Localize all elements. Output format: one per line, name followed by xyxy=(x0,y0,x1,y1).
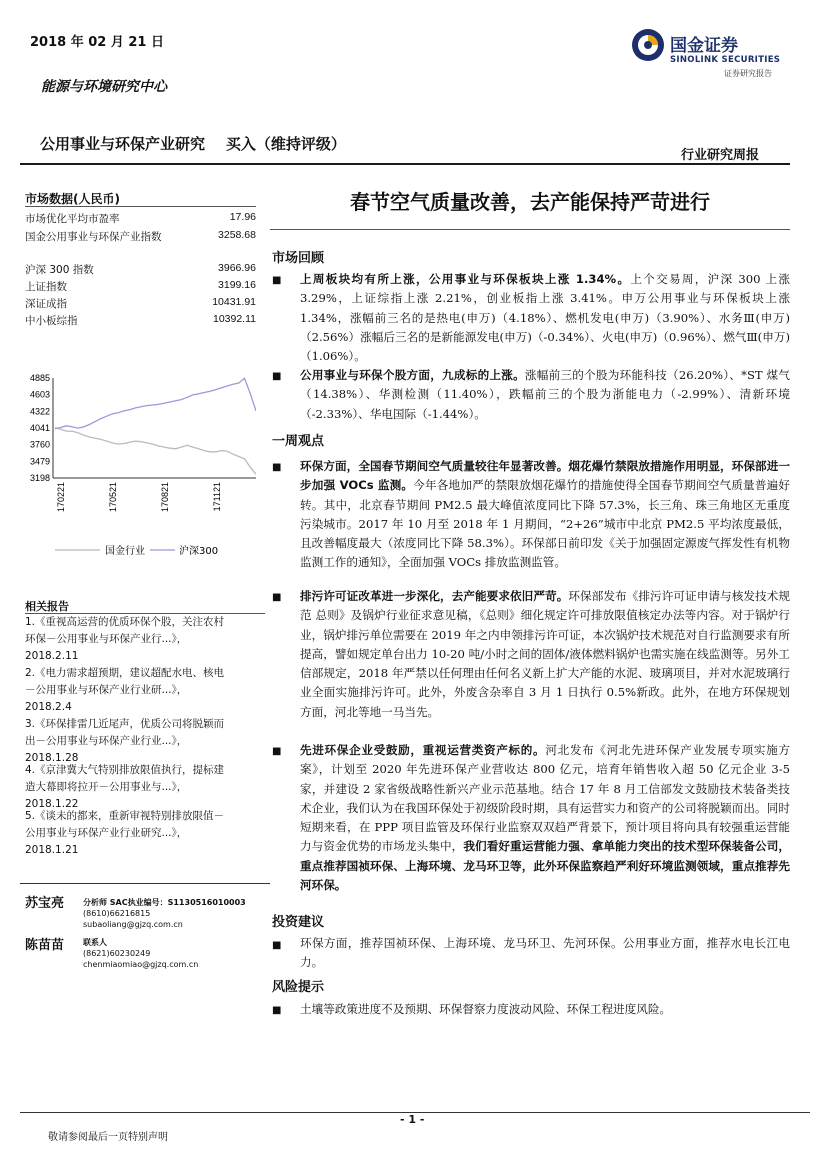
market-data-row: 深证成指 10431.91 xyxy=(25,296,256,310)
y-tick-label: 3479 xyxy=(29,456,50,467)
footer-disclaimer: 敬请参阅最后一页特别声明 xyxy=(48,1132,168,1143)
report-title: 春节空气质量改善，去产能保持严苛进行 xyxy=(350,190,710,214)
paragraph: 公用事业与环保个股方面，九成标的上涨。涨幅前三的个股为环能科技（26.20%）、*ST 煤气（14.38%）、华测检测（11.40%），跌幅前三的个股为浙能电力（-2.99%）、清新环境（-2.33%）、华电国际（-1.44%）。 xyxy=(300,368,790,421)
section-investment: 投资建议 xyxy=(272,915,325,930)
analyst-divider xyxy=(20,883,270,884)
logo-icon xyxy=(630,27,666,63)
series-line xyxy=(55,378,256,428)
related-report-item[interactable]: 3.《环保排雷几近尾声，优质公司将脱颖而 出－公用事业与环保产业行业...》， 2018.1.28 xyxy=(25,718,225,764)
related-report-item[interactable]: 5.《谈未的都来，重新审视特别排放限值－ 公用事业与环保产业行业研究...》， 2018.1.21 xyxy=(25,810,225,856)
bullet-icon: ■ xyxy=(272,940,282,951)
related-report-item[interactable]: 1.《重视高运营的优质环保个股，关注农村 环保－公用事业与环保产业行...》， 2018.2.11 xyxy=(25,616,225,662)
analyst-contact: 联系人 (8621)60230249 chenmiaomiao@gjzq.com.cn xyxy=(83,938,199,969)
x-tick-label: 170521 xyxy=(108,482,118,513)
related-report-item[interactable]: 2.《电力需求超预期，建议超配水电、核电 －公用事业与环保产业行业研...》， 2018.2.4 xyxy=(25,667,225,713)
x-tick-label: 170221 xyxy=(56,482,66,513)
market-data-title: 市场数据(人民币) xyxy=(25,192,120,206)
related-reports-title: 相关报告 xyxy=(25,600,69,613)
market-data-row: 国金公用事业与环保产业指数 3258.68 xyxy=(25,229,256,243)
y-tick-label: 4885 xyxy=(29,373,50,383)
industry-rating-headline: 公用事业与环保产业研究 买入（维持评级） xyxy=(40,135,346,153)
x-tick-label: 171121 xyxy=(212,482,222,512)
analyst-name: 陈苗苗 xyxy=(25,938,65,953)
market-data-divider xyxy=(25,206,256,207)
x-tick-label: 170821 xyxy=(160,482,170,513)
bullet-icon: ■ xyxy=(272,371,282,382)
paragraph: 环保方面，推荐国祯环保、上海环境、龙马环卫、先河环保。公用事业方面，推荐水电长江电力。 xyxy=(300,936,790,970)
related-report-item[interactable]: 4.《京津冀大气特别排放限值执行，提标建 造大幕即将拉开－公用事业与...》， 2018.1.22 xyxy=(25,764,225,810)
y-tick-label: 4041 xyxy=(29,423,50,434)
market-data-row: 上证指数 3199.16 xyxy=(25,279,256,293)
section-risk: 风险提示 xyxy=(272,980,325,995)
report-date: 2018 年 02 月 21 日 xyxy=(30,35,164,50)
legend-label: 沪深300 xyxy=(179,546,219,557)
analyst-contact: 分析师 SAC执业编号：S1130516010003 (8610)66216815 subaoliang@gjzq.com.cn xyxy=(83,898,246,929)
analyst-name: 苏宝亮 xyxy=(25,896,65,911)
market-data-row: 中小板综指 10392.11 xyxy=(25,313,256,327)
paragraph: 排污许可证改革进一步深化，去产能要求依旧严苛。环保部发布《排污许可证申请与核发技术规范 总则》及锅炉行业征求意见稿，《总则》细化规定许可排放限值核定办法等内容。对于锅炉行业，锅炉排污单位需要在 2019 年之内申领排污许可证，本次锅炉技术规范对自行监测要求有所提高，譬如规定单台出力 10-20 吨/小时之间的固体/液体燃料锅炉也需实施在线监测等。另外工信部规定，2018 年严禁以任何理由任何名义新上扩大产能的水泥、玻璃项目，并对水泥玻璃行业全面实施排污许可。此外，外废含杂率自 3 月 1 日执行 0.5%新政。此外，在地方环保规划方面，河北等地一马当先。 xyxy=(300,589,790,719)
page-number: - 1 - xyxy=(400,1113,425,1126)
header-divider xyxy=(20,163,790,165)
section-weekly-view: 一周观点 xyxy=(272,434,325,449)
logo-english: SINOLINK SECURITIES xyxy=(670,55,781,65)
y-tick-label: 3760 xyxy=(29,439,50,450)
y-tick-label: 4322 xyxy=(29,406,50,417)
logo-subtitle: 证券研究报告 xyxy=(724,69,772,78)
index-chart-svg xyxy=(25,368,256,568)
market-data-row: 沪深 300 指数 3966.96 xyxy=(25,262,256,276)
bullet-icon: ■ xyxy=(272,746,282,757)
report-type: 行业研究周报 xyxy=(681,148,760,163)
index-chart xyxy=(25,368,256,568)
series-line xyxy=(55,428,256,475)
bullet-icon: ■ xyxy=(272,592,282,603)
section-market-review: 市场回顾 xyxy=(272,251,325,266)
y-tick-label: 3198 xyxy=(29,473,50,483)
paragraph: 环保方面，全国春节期间空气质量较往年显著改善。烟花爆竹禁限放措施作用明显，环保部进一步加强 VOCs 监测。今年各地加严的禁限放烟花爆竹的措施使得全国春节期间空气质量普遍好转。其中，北京春节期间 PM2.5 最大峰值浓度同比下降 57.3%，长三角、珠三角地区无重度污染城市。2017 年 10 月至 2018 年 1 月期间，“2+26”城市中北京 PM2.5 平均浓度最低，且改善幅度最大（浓度同比下降 58.3%）。环保部日前印发《关于加强固定源废气挥发性有机物监测工作的通知》，全面加强 VOCs 排放监测监管。 xyxy=(300,459,790,570)
y-tick-label: 4603 xyxy=(29,389,50,400)
bullet-icon: ■ xyxy=(272,275,282,286)
paragraph: 先进环保企业受鼓励，重视运营类资产标的。河北发布《河北先进环保产业发展专项实施方案》，计划至 2020 年先进环保产业营收达 800 亿元，培育年销售收入超 50 亿元企业 3-5 家，并建设 2 家省级战略性新兴产业示范基地。结合 17 年 8 月工信部发文鼓励技术装备类技术企业，我们认为在我国环保处于初级阶段时期，具有运营实力和资产的公司将脱颖而出。同时短期来看，在 PPP 项目监管及环保行业监察双双趋严背景下，预计项目将向具有较强重运营能力与资金优势的市场龙头集中，我们看好重运营能力强、拿单能力突出的技术型环保装备公司，重点推荐国祯环保、上海环境、龙马环卫等，此外环保监察趋严利好环境监测领域，重点推荐先河环保。 xyxy=(300,743,790,893)
paragraph: 土壤等政策进度不及预期、环保督察力度波动风险、环保工程进度风险。 xyxy=(300,1002,672,1016)
market-data-row: 市场优化平均市盈率 17.96 xyxy=(25,211,256,225)
title-divider xyxy=(270,229,790,230)
logo-name: 国金证券 xyxy=(670,36,738,56)
bullet-icon: ■ xyxy=(272,1005,282,1016)
legend-label: 国金行业 xyxy=(105,546,145,557)
bullet-icon: ■ xyxy=(272,462,282,473)
research-center: 能源与环境研究中心 xyxy=(41,79,167,95)
paragraph: 上周板块均有所上涨，公用事业与环保板块上涨 1.34%。上个交易周，沪深 300 上涨 3.29%，上证综指上涨 2.21%，创业板指上涨 3.41%。申万公用事业与环保板块上涨 1.34%，涨幅前三名的是热电(申万)（4.18%）、燃机发电(申万)（3.90%）、水务Ⅲ(申万)（2.56%）涨幅后三名的是新能源发电(申万)（-0.34%）、火电(申万)（0.96%）、燃气Ⅲ(申万)（1.06%）。 xyxy=(300,272,790,364)
